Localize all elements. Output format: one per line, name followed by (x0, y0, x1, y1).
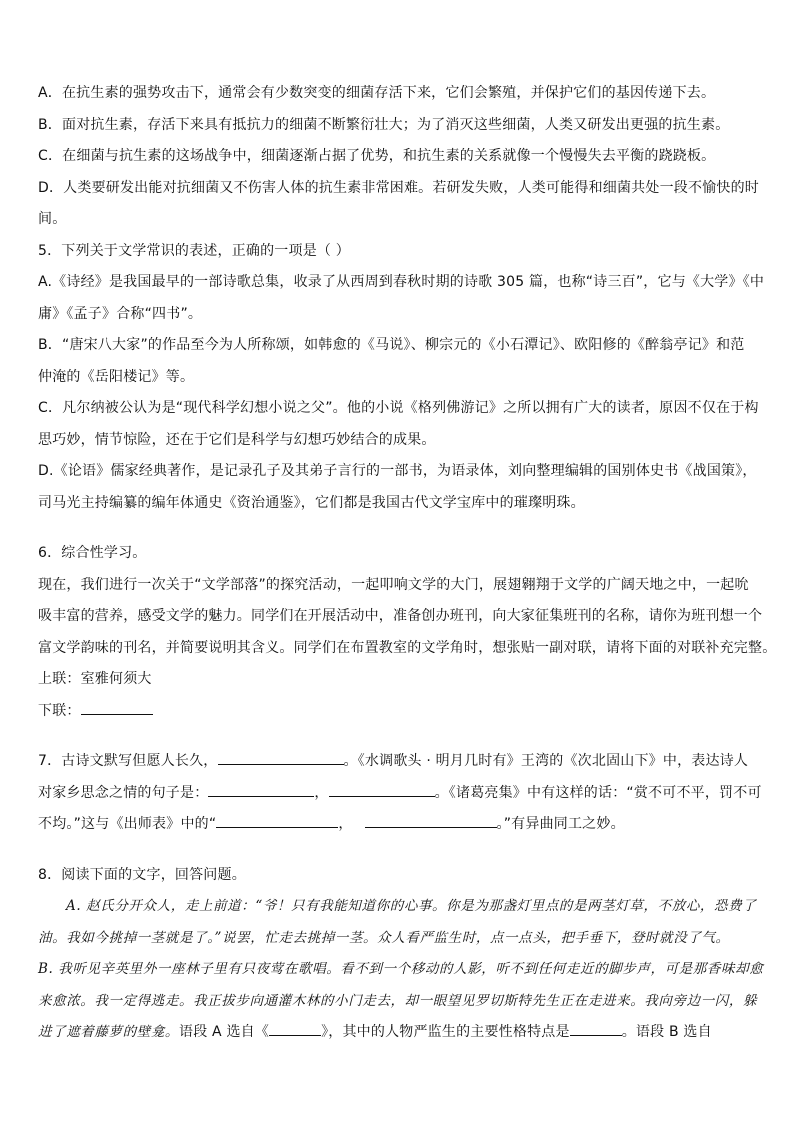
passage-b-last-line (38, 1017, 758, 1049)
option-d-continued: 司马光主持编纂的编年体通史《资治通鉴》，它们都是我国古代文学宝库中的璀璨明珠。 (38, 494, 585, 511)
question-5 (38, 236, 765, 520)
option-b: B．面对抗生素，存活下来具有抵抗力的细菌不断繁衍壮大；为了消灭这些细菌，人类又研发出更强的抗生素。 (38, 116, 730, 133)
question-7-line-2 (38, 778, 762, 810)
question-7-text: ， (338, 816, 353, 832)
question-7-text: ， (314, 784, 329, 801)
question-7-line-3 (38, 809, 758, 841)
question-8-text: 语段 A 选自《 (179, 1024, 270, 1040)
option-c-continued: 思巧妙，情节惊险，还在于它们是科学与幻想巧妙结合的成果。 (38, 431, 436, 448)
question-8-stem: 8．阅读下面的文字，回答问题。 (38, 866, 246, 883)
question-6-stem: 6．综合性学习。 (38, 545, 147, 561)
option-b: B．“唐宋八大家”的作品至今为人所称颂，如韩愈的《马说》、柳宗元的《小石潭记》、欧阳修的《醉翁亭记》和范 (38, 337, 745, 353)
option-d: D．人类要研发出能对抗细菌又不伤害人体的抗生素非常困难。若研发失败，人类可能得和细菌共处一段不愉快的时 (38, 179, 759, 196)
answer-blank[interactable] (218, 746, 344, 765)
question-8-text: 》，其中的人物严监生的主要性格特点是 (321, 1024, 570, 1040)
answer-blank[interactable] (216, 809, 338, 828)
option-d-continued: 间。 (38, 211, 67, 227)
answer-blank[interactable] (570, 1017, 622, 1036)
question-7-text: 7．古诗文默写但愿人长久， (38, 753, 218, 769)
option-a: A.《诗经》是我国最早的一部诗歌总集，收录了从西周到春秋时期的诗歌 305 篇，也称“诗三百”，它与《大学》《中 (38, 274, 765, 290)
answer-blank[interactable] (269, 1017, 321, 1036)
question-7-text: 对家乡思念之情的句子是： (38, 784, 209, 801)
question-8-text: 。语段 B 选自 (621, 1024, 712, 1040)
option-c: C．凡尔纳被公认为是“现代科学幻想小说之父”。他的小说《格列佛游记》之所以拥有广大的读者，原因不仅在于构 (38, 400, 759, 416)
question-7-text: 。《水调歌头 · 明月几时有》王湾的《次北固山下》中，表达诗人 (343, 753, 749, 769)
question-6-paragraph-line: 富文学韵味的刊名，并简要说明其含义。同学们在布置教室的文学角时，想张贴一副对联，请将下面的对联补充完整。 (38, 639, 777, 656)
option-d: D.《论语》儒家经典著作，是记录孔子及其弟子言行的一部书，为语录体，刘向整理编辑的国别体史书《战国策》， (38, 463, 757, 479)
question-6 (38, 538, 777, 727)
passage-b: B. 我听见辛英里外一座林子里有只夜莺在歌唱。看不到一个移动的人影，听不到任何走近的脚步声，可是那香味却愈 (38, 961, 764, 977)
answer-blank[interactable] (365, 809, 497, 828)
question-7-text: 。《诸葛亮集》中有这样的话：“赏不可不平，罚不可 (434, 784, 762, 801)
option-a: A．在抗生素的强势攻击下，通常会有少数突变的细菌存活下来，它们会繁殖，并保护它们的基因传递下去。 (38, 85, 716, 101)
question-7-line-1 (38, 746, 758, 778)
option-a-continued: 庸》《孟子》合称“四书”。 (38, 305, 203, 322)
question-5-stem: 5．下列关于文学常识的表述，正确的一项是（ ） (38, 242, 350, 259)
passage-b-continued: 来愈浓。我一定得逃走。我正拔步向通灌木林的小门走去，却一眼望见罗切斯特先生正在走进来。我向旁边一闪，躲 (38, 992, 758, 1009)
document-page (38, 78, 777, 1049)
answer-blank[interactable] (329, 778, 435, 797)
upper-couplet: 上联：室雅何须大 (38, 671, 152, 687)
passage-b-text: 进了遮着藤萝的壁龛。 (38, 1024, 179, 1040)
passage-a-continued: 油。我如今挑掉一茎就是了。”说罢，忙走去挑掉一茎。众人看严监生时，点一点头，把手垂下，登时就没了气。 (38, 929, 730, 946)
question-7 (38, 746, 762, 841)
question-6-paragraph-line: 吸丰富的营养，感受文学的魅力。同学们在开展活动中，准备创办班刊，向大家征集班刊的名称，请你为班刊想一个 (38, 608, 763, 624)
lower-couplet-blank[interactable] (81, 696, 153, 715)
question-4-options (38, 78, 758, 236)
question-8 (38, 860, 764, 1049)
passage-a: A. 赵氏分开众人，走上前道：“爷！只有我能知道你的心事。你是为那盏灯里点的是两茎灯草，不放心，恐费了 (66, 898, 757, 914)
question-6-paragraph-line: 现在，我们进行一次关于“文学部落”的探究活动，一起叩响文学的大门，展翅翱翔于文学的广阔天地之中，一起吮 (38, 576, 749, 593)
question-7-text: 。”有异曲同工之妙。 (496, 816, 625, 832)
lower-couplet-label: 下联： (38, 702, 81, 719)
option-b-continued: 仲淹的《岳阳楼记》等。 (38, 368, 195, 385)
lower-couplet-row (38, 696, 758, 728)
question-7-text: 不均。”这与《出师表》中的“ (38, 816, 217, 832)
option-c: C．在细菌与抗生素的这场战争中，细菌逐渐占据了优势，和抗生素的关系就像一个慢慢失去平衡的跷跷板。 (38, 148, 716, 164)
answer-blank[interactable] (208, 778, 314, 797)
